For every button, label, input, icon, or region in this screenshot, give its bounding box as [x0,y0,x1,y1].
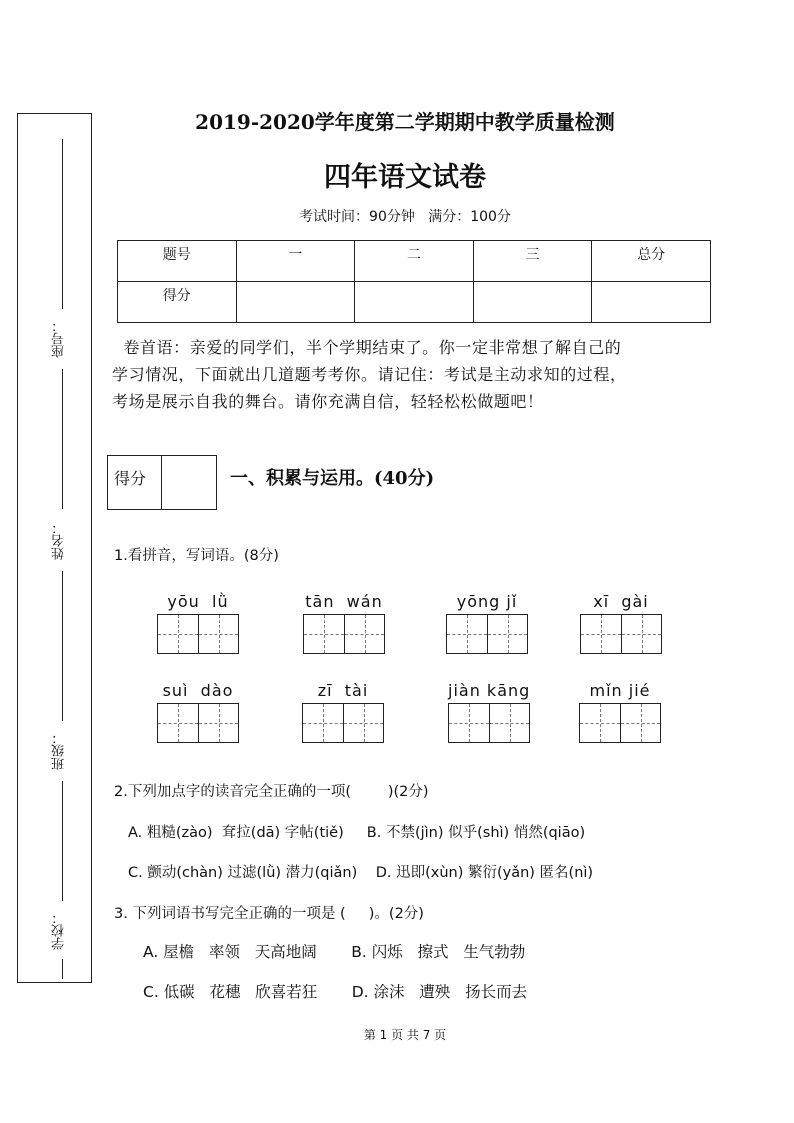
binding-line [62,781,63,901]
binding-strip [17,113,92,983]
question-3-options-row: C. 低碳 花穗 欣喜若狂 D. 涂沫 遭殃 扬长而去 [143,983,528,1001]
preface-line: 卷首语：亲爱的同学们，半个学期结束了。你一定非常想了解自己的 [112,338,622,357]
question-3-prompt: 3. 下列词语书写完全正确的一项是 ( )。(2分) [114,906,424,922]
exam-title: 2019-2020学年度第二学期期中教学质量检测 [195,110,615,134]
binding-line [62,139,63,309]
section-score-cell[interactable] [162,456,216,509]
writing-grid[interactable] [302,703,384,743]
writing-grid[interactable] [157,703,239,743]
score-table-header: 总分 [592,241,711,282]
pinyin-word [157,592,239,654]
score-row-label: 得分 [118,282,237,323]
question-2-prompt: 2.下列加点字的读音完全正确的一项( )(2分) [114,784,429,800]
score-cell[interactable] [236,282,355,323]
pinyin-word [579,681,661,743]
score-table [117,240,711,323]
pinyin-word [580,592,662,654]
question-2-options-row: C. 颤动(chàn) 过滤(lǜ) 潜力(qiǎn) D. 迅即(xùn) 繁衍(yǎn) 匿名(nì) [128,865,594,881]
pinyin-text: yōu lǜ [167,592,229,611]
score-table-header: 一 [236,241,355,282]
pinyin-text: tān wán [305,592,383,611]
preface-line: 学习情况，下面就出几道题考考你。请记住：考试是主动求知的过程， [112,365,627,384]
pinyin-word [446,592,528,654]
paper-title: 四年语文试卷 [324,162,486,193]
binding-line [62,369,63,509]
pinyin-text: zī tài [317,681,369,700]
preface [112,334,712,415]
binding-line [62,571,63,721]
score-table-header: 二 [355,241,474,282]
score-table-score-row [118,282,711,323]
question-1-prompt: 1.看拼音，写词语。(8分) [114,548,279,564]
score-table-header: 三 [473,241,592,282]
question-3-options-row: A. 屋檐 率领 天高地阔 B. 闪烁 擦式 生气勃勃 [143,943,526,961]
pinyin-text: jiàn kāng [448,681,531,700]
class-label: 班级： [46,726,74,776]
score-table-header: 题号 [118,241,237,282]
pinyin-word [448,681,530,743]
writing-grid[interactable] [446,614,528,654]
school-label: 学校： [46,906,74,956]
score-table-header-row [118,241,711,282]
score-cell[interactable] [592,282,711,323]
writing-grid[interactable] [157,614,239,654]
score-cell[interactable] [355,282,474,323]
pinyin-text: suì dào [162,681,234,700]
pinyin-text: yōng jǐ [456,592,518,611]
question-2-options-row: A. 粗糙(zào) 耷拉(dā) 字帖(tiě) B. 不禁(jìn) 似乎(shì) 悄然(qiāo) [128,825,586,841]
pinyin-word [303,592,385,654]
seat-number-label: 座号： [46,314,74,364]
writing-grid[interactable] [579,703,661,743]
score-cell[interactable] [473,282,592,323]
section-score-box [107,455,217,510]
exam-info: 考试时间：90分钟 满分：100分 [299,209,511,225]
preface-line: 考场是展示自我的舞台。请你充满自信，轻轻松松做题吧！ [112,392,544,411]
section-title: 一、积累与运用。(40分) [230,468,435,489]
name-label: 姓名： [46,516,74,566]
writing-grid[interactable] [303,614,385,654]
pinyin-word [157,681,239,743]
pinyin-text: xī gài [593,592,649,611]
pinyin-text: mǐn jié [589,681,651,700]
writing-grid[interactable] [448,703,530,743]
pinyin-word [302,681,384,743]
writing-grid[interactable] [580,614,662,654]
page-footer: 第 1 页 共 7 页 [363,1028,447,1042]
binding-line [62,959,63,979]
section-score-label: 得分 [108,456,162,509]
